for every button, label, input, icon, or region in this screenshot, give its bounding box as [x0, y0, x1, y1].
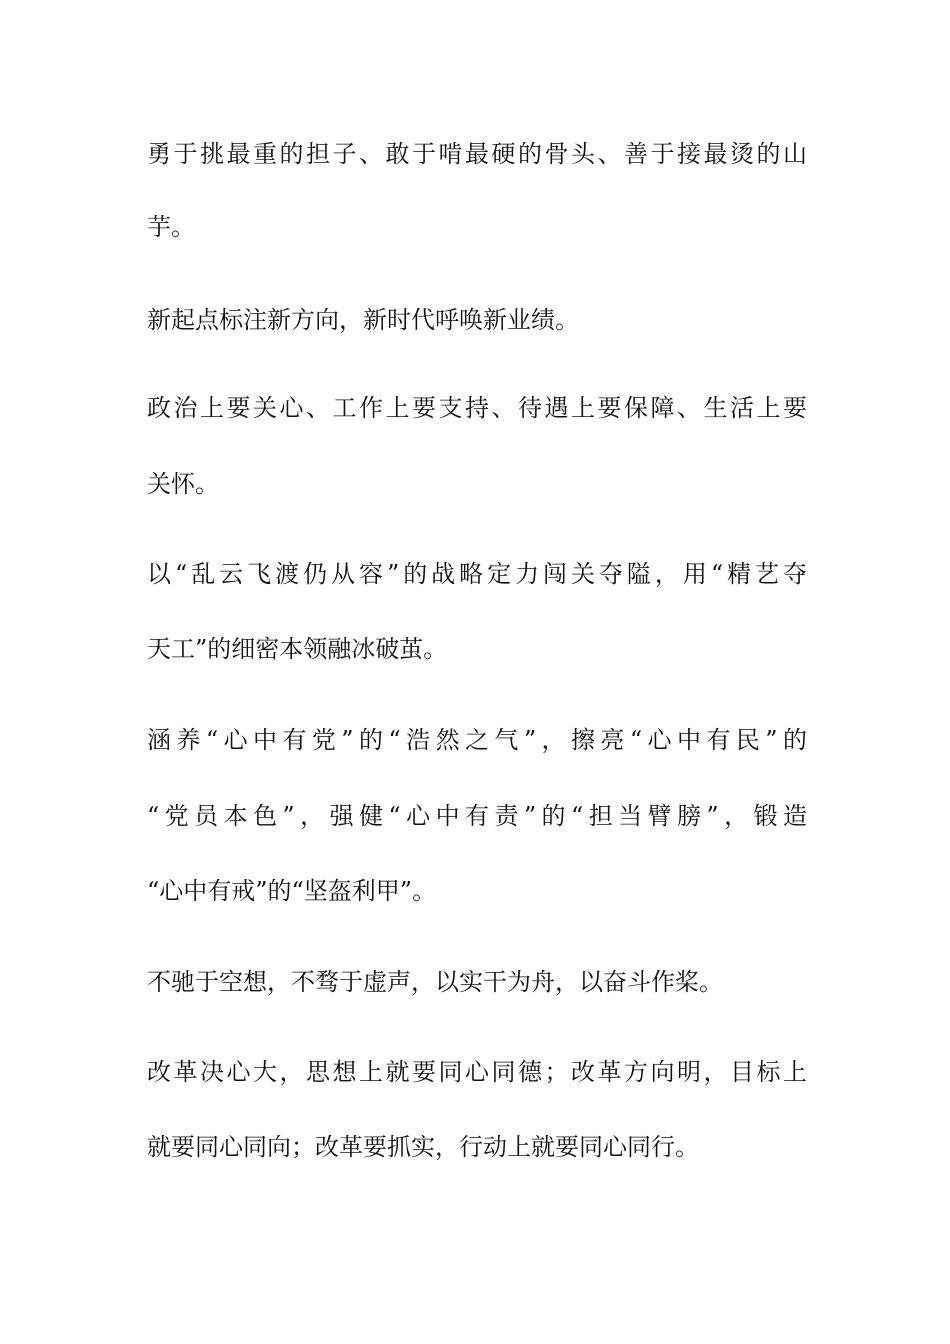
paragraph-5-line-1: 涵养“心中有党”的“浩然之气”，擦亮“心中有民”的 [147, 726, 807, 754]
paragraph-2-line-1: 新起点标注新方向，新时代呼唤新业绩。 [147, 306, 579, 334]
paragraph-7-line-2: 就要同心同向；改革要抓实，行动上就要同心同行。 [147, 1133, 699, 1161]
paragraph-3-line-2: 关怀。 [147, 470, 219, 498]
paragraph-4-line-2: 天工”的细密本领融冰破茧。 [147, 635, 448, 663]
paragraph-1-line-2: 芋。 [147, 213, 195, 241]
paragraph-7-line-1: 改革决心大，思想上就要同心同德；改革方向明，目标上 [147, 1058, 807, 1086]
paragraph-4-line-1: 以“乱云飞渡仍从容”的战略定力闯关夺隘，用“精艺夺 [147, 560, 807, 588]
paragraph-1-line-1: 勇于挑最重的担子、敢于啃最硬的骨头、善于接最烫的山 [147, 140, 807, 168]
paragraph-5-line-3: “心中有戒”的“坚盔利甲”。 [147, 877, 437, 905]
paragraph-3-line-1: 政治上要关心、工作上要支持、待遇上要保障、生活上要 [147, 394, 807, 422]
paragraph-6-line-1: 不驰于空想，不骛于虚声，以实干为舟，以奋斗作桨。 [147, 968, 723, 996]
paragraph-5-line-2: “党员本色”，强健“心中有责”的“担当臂膀”，锻造 [147, 802, 807, 830]
